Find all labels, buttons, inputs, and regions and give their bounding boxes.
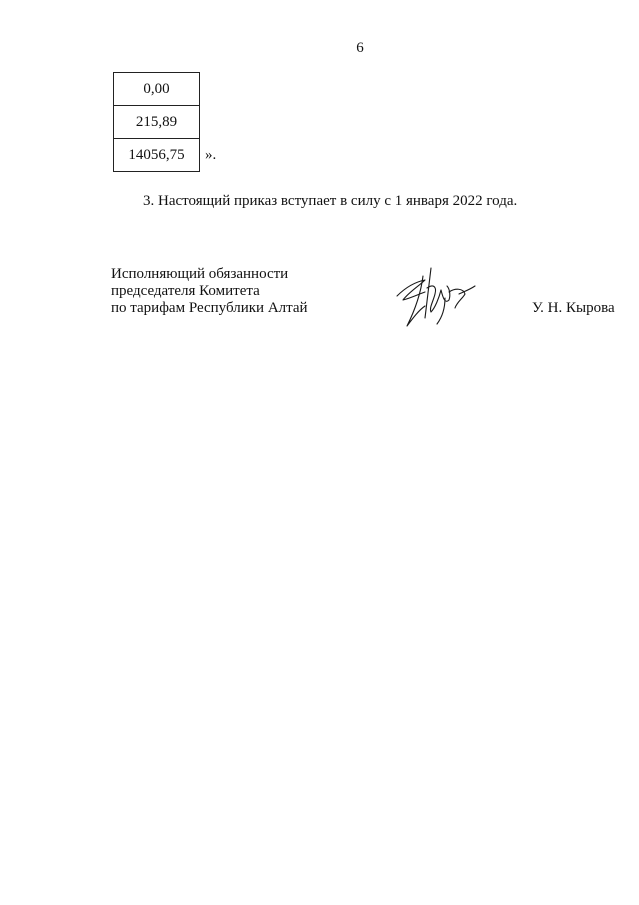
signer-title-line: по тарифам Республики Алтай bbox=[111, 300, 308, 316]
closing-quote-mark: ». bbox=[205, 147, 217, 163]
table-row bbox=[114, 73, 200, 106]
handwritten-signature bbox=[385, 258, 485, 333]
clause-paragraph: 3. Настоящий приказ вступает в силу с 1 января 2022 года. bbox=[143, 193, 518, 209]
signer-name: У. Н. Кырова bbox=[532, 300, 615, 316]
table-row bbox=[114, 106, 200, 139]
signer-title-block bbox=[111, 266, 308, 317]
page-number: 6 bbox=[356, 40, 364, 56]
signer-title-line: председателя Комитета bbox=[111, 283, 260, 299]
signer-title-line: Исполняющий обязанности bbox=[111, 266, 289, 282]
table-cell-value: 215,89 bbox=[114, 106, 200, 139]
table-cell-value: 0,00 bbox=[114, 73, 200, 106]
table-row bbox=[114, 139, 200, 172]
table-cell-value: 14056,75 bbox=[114, 139, 200, 172]
values-table bbox=[113, 72, 200, 172]
